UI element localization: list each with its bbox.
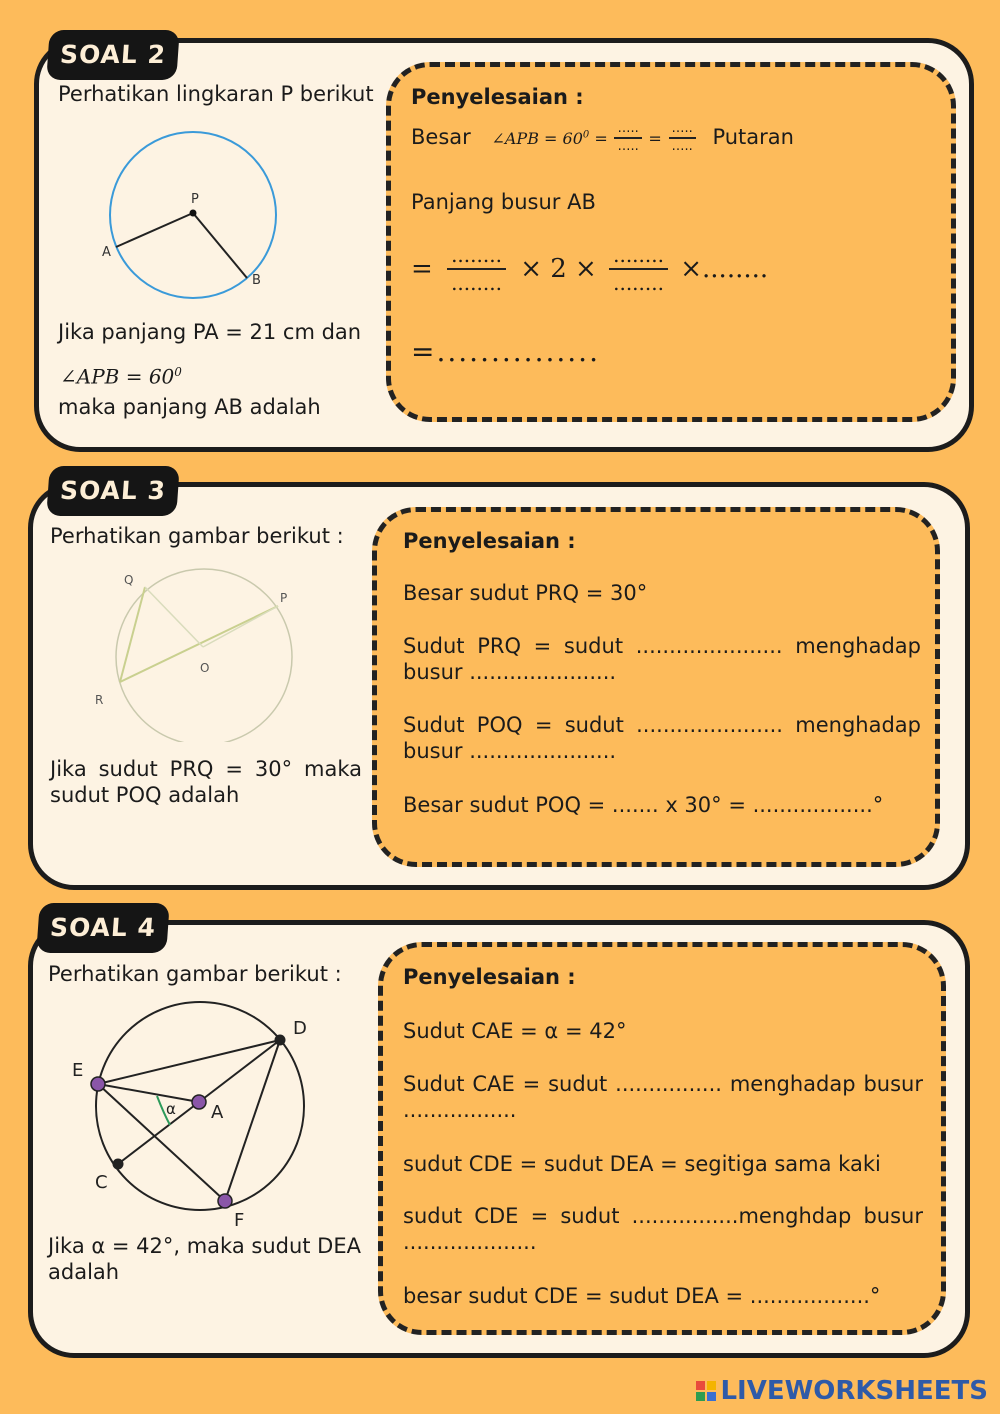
soal-4-intro: Perhatikan gambar berikut : bbox=[48, 962, 342, 986]
liveworksheets-logo bbox=[696, 1376, 988, 1406]
radius-pa bbox=[116, 213, 193, 247]
fraction-2: $\frac{\dots..}{\dots..}$ bbox=[669, 121, 696, 155]
label-b: B bbox=[252, 273, 261, 288]
soal-4-solution-box bbox=[378, 942, 946, 1335]
solution-line-4[interactable]: sudut CDE = sudut ................menghdap busur .................... bbox=[403, 1204, 923, 1254]
solution-line-3[interactable]: Sudut POQ = sudut ...................... menghadap busur ...................... bbox=[403, 713, 921, 763]
solution-line-arc-length: Panjang busur AB bbox=[411, 190, 596, 214]
label-q: Q bbox=[124, 573, 134, 587]
soal-3-given: Jika sudut PRQ = 30° maka sudut POQ adalah bbox=[50, 757, 362, 807]
center-point-p bbox=[190, 210, 197, 217]
solution-line-result[interactable]: =............... bbox=[411, 335, 600, 368]
soal-2-given-3: maka panjang AB adalah bbox=[58, 395, 321, 419]
soal-2-circle-figure bbox=[90, 120, 310, 310]
label-f: F bbox=[234, 1210, 245, 1231]
radius-oq bbox=[145, 587, 203, 647]
solution-line-formula: = $\frac{........}{........}$ × 2 × $\frac{........}{........}$ ×........ bbox=[411, 243, 769, 295]
liveworksheets-logo-text: LIVEWORKSHEETS bbox=[720, 1376, 988, 1406]
soal-3-circle-figure bbox=[86, 562, 306, 742]
solution-line-2[interactable]: Sudut CAE = sudut ................ menghadap busur ................. bbox=[403, 1072, 923, 1122]
solution-header: Penyelesaian : bbox=[411, 85, 584, 109]
solution-line-1: Sudut CAE = α = 42° bbox=[403, 1019, 627, 1043]
solution-line-5[interactable]: besar sudut CDE = sudut DEA = ..................° bbox=[403, 1284, 881, 1308]
soal-4-tag: SOAL 4 bbox=[36, 903, 169, 953]
soal-3-solution-box bbox=[372, 507, 940, 867]
label-d: D bbox=[293, 1018, 307, 1039]
label-a: A bbox=[102, 245, 111, 260]
soal-2-given-1: Jika panjang PA = 21 cm dan bbox=[58, 320, 362, 344]
solution-line-1: Besar sudut PRQ = 30° bbox=[403, 581, 648, 605]
point-c bbox=[113, 1159, 124, 1170]
radius-pb bbox=[193, 213, 247, 278]
soal-4-given: Jika α = 42°, maka sudut DEA adalah bbox=[48, 1234, 361, 1284]
soal-4-circle-figure bbox=[60, 992, 330, 1232]
solution-line-2[interactable]: Sudut PRQ = sudut ...................... menghadap busur ...................... bbox=[403, 634, 921, 684]
point-a bbox=[192, 1095, 206, 1109]
label-c: C bbox=[95, 1172, 108, 1193]
label-p: P bbox=[191, 192, 199, 207]
formula-fraction-2: $\frac{........}{........}$ bbox=[609, 242, 668, 296]
soal-2-intro: Perhatikan lingkaran P berikut bbox=[58, 82, 374, 106]
solution-header: Penyelesaian : bbox=[403, 529, 576, 553]
point-d bbox=[275, 1035, 286, 1046]
point-f bbox=[218, 1194, 232, 1208]
label-e: E bbox=[72, 1060, 84, 1081]
label-r: R bbox=[95, 693, 104, 707]
label-a: A bbox=[211, 1102, 224, 1123]
formula-fraction-1: $\frac{........}{........}$ bbox=[447, 242, 506, 296]
soal-2-solution-box bbox=[386, 62, 956, 422]
fraction-1: $\frac{\dots..}{\dots..}$ bbox=[614, 121, 641, 155]
chord-rq bbox=[120, 587, 145, 682]
chord-rp bbox=[120, 606, 278, 682]
solution-line-3: sudut CDE = sudut DEA = segitiga sama kaki bbox=[403, 1152, 881, 1176]
solution-header: Penyelesaian : bbox=[403, 965, 576, 989]
point-e bbox=[91, 1077, 105, 1091]
segment-ca bbox=[118, 1102, 199, 1164]
solution-line-angle: Besar ∠APB = $60^0$ = $\frac{\dots..}{\dots..}$ = $\frac{\dots..}{\dots..}$ Putaran bbox=[411, 121, 794, 154]
liveworksheets-logo-icon bbox=[696, 1381, 716, 1401]
soal-2-tag: SOAL 2 bbox=[46, 30, 179, 80]
soal-3-tag: SOAL 3 bbox=[46, 466, 179, 516]
label-alpha: α bbox=[166, 1100, 176, 1118]
soal-3-intro: Perhatikan gambar berikut : bbox=[50, 524, 344, 548]
soal-2-given-2: ∠APB = $60^0$ bbox=[60, 364, 182, 389]
label-p: P bbox=[280, 591, 288, 605]
label-o: O bbox=[200, 661, 210, 675]
solution-line-4[interactable]: Besar sudut POQ = ....... x 30° = ..................° bbox=[403, 793, 884, 817]
segment-df bbox=[225, 1040, 280, 1201]
radius-op bbox=[203, 606, 278, 647]
